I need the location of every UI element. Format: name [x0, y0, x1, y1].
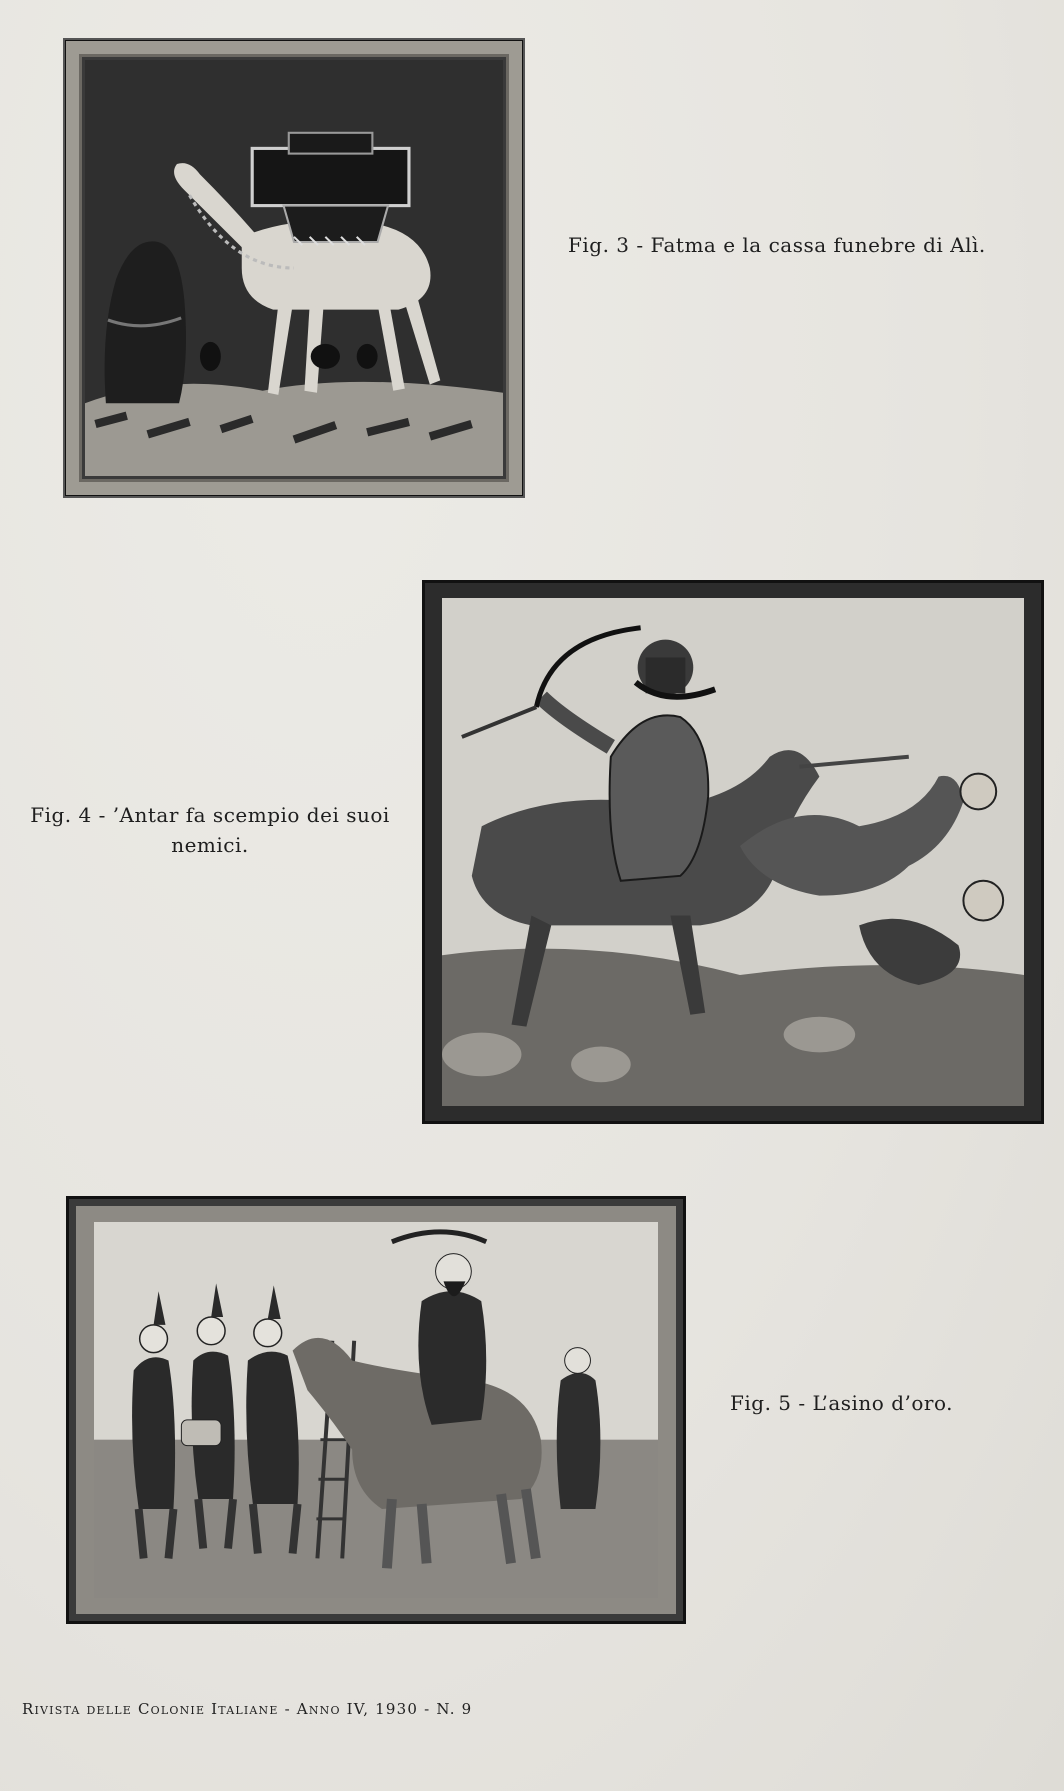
figure-3-caption: Fig. 3 - Fatma e la cassa funebre di Alì.: [568, 233, 986, 257]
figure-5-caption: Fig. 5 - L’asino d’oro.: [730, 1391, 954, 1415]
page-footer: Rivista delle Colonie Italiane - Anno IV, 1930 - N. 9: [22, 1700, 473, 1718]
figure-4-caption-line-1: Fig. 4 - ’Antar fa scempio dei suoi: [30, 803, 390, 827]
figure-4-image: [442, 598, 1024, 1106]
figure-4-caption: [20, 800, 400, 860]
figure-4-caption-line-2: nemici.: [171, 833, 249, 857]
figure-3-image: [85, 60, 503, 476]
figure-4-painting: [422, 580, 1044, 1124]
figure-5-painting: [66, 1196, 686, 1624]
figure-5-image: [94, 1222, 658, 1598]
figure-3-painting: [63, 38, 525, 498]
